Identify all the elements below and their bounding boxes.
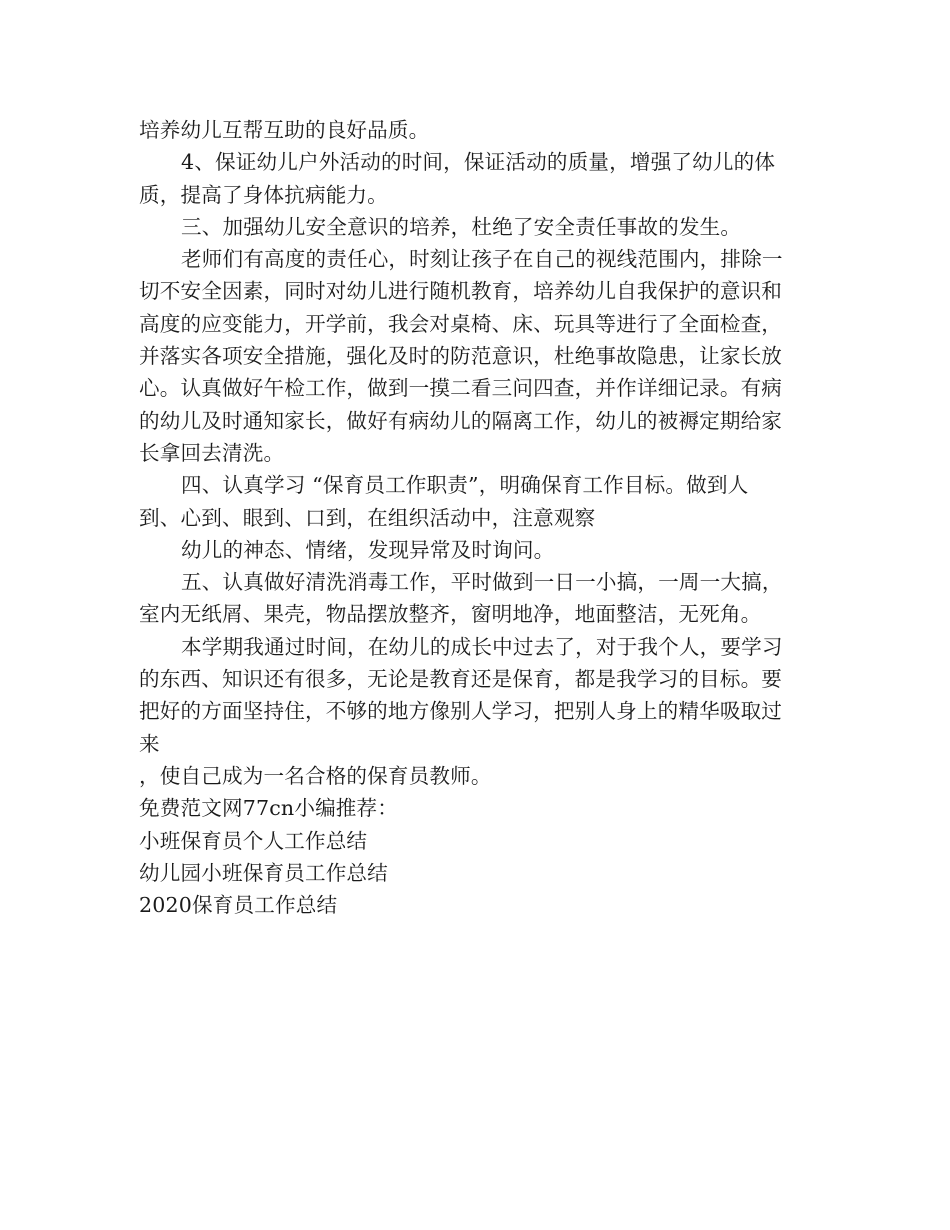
text-line: 心。认真做好午检工作，做到一摸二看三问四查，并作详细记录。有病 [139, 376, 783, 401]
text-line: 的幼儿及时通知家长，做好有病幼儿的隔离工作，幼儿的被褥定期给家 [139, 408, 783, 433]
text-line: 本学期我通过时间，在幼儿的成长中过去了，对于我个人，要学习 [181, 634, 783, 659]
text-line: 到、心到、眼到、口到，在组织活动中，注意观察 [139, 505, 596, 530]
section-heading-three: 三、加强幼儿安全意识的培养，杜绝了安全责任事故的发生。 [181, 214, 742, 239]
text-line: 老师们有高度的责任心，时刻让孩子在自己的视线范围内，排除一 [181, 247, 783, 272]
text-line: 长拿回去清洗。 [139, 440, 285, 465]
document-body [139, 114, 819, 921]
text-line: 来 [139, 731, 160, 756]
text-line: 质，提高了身体抗病能力。 [139, 182, 388, 207]
recommendation-heading: 免费范文网77cn小编推荐： [139, 796, 399, 821]
text-line: 高度的应变能力，开学前，我会对桌椅、床、玩具等进行了全面检查， [139, 311, 783, 336]
text-line: 把好的方面坚持住，不够的地方像别人学习，把别人身上的精华吸取过 [139, 699, 783, 724]
text-line: 的东西、知识还有很多，无论是教育还是保育，都是我学习的目标。要 [139, 667, 783, 692]
section-heading-five: 五、认真做好清洗消毒工作，平时做到一日一小搞，一周一大搞， [181, 570, 783, 595]
text-line: 幼儿的神态、情绪，发现异常及时询问。 [181, 537, 555, 562]
text-line: 4、保证幼儿户外活动的时间，保证活动的质量，增强了幼儿的体 [181, 150, 776, 175]
text-line: 培养幼儿互帮互助的良好品质。 [139, 118, 430, 142]
text-line: 切不安全因素，同时对幼儿进行随机教育，培养幼儿自我保护的意识和 [139, 279, 783, 304]
text-line: 室内无纸屑、果壳，物品摆放整齐，窗明地净，地面整洁，无死角。 [139, 602, 762, 627]
text-line: 并落实各项安全措施，强化及时的防范意识，杜绝事故隐患，让家长放 [139, 344, 783, 369]
recommended-article-link[interactable]: 2020保育员工作总结 [139, 893, 338, 918]
section-heading-four: 四、认真学习 “保育员工作职责”，明确保育工作目标。做到人 [181, 473, 749, 498]
text-line: ，使自己成为一名合格的保育员教师。 [139, 763, 492, 788]
recommended-article-link[interactable]: 幼儿园小班保育员工作总结 [139, 860, 388, 885]
recommended-article-link[interactable]: 小班保育员个人工作总结 [139, 828, 368, 853]
